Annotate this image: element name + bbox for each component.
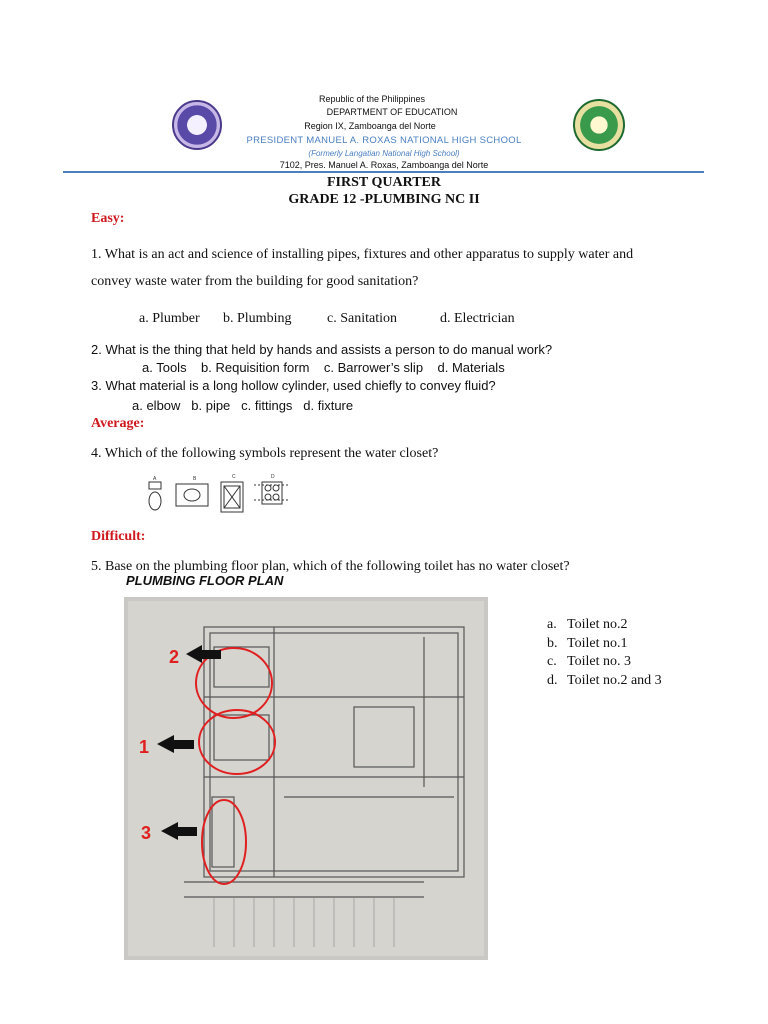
q1-option-a: a. Plumber [139,311,200,326]
q4-text: 4. Which of the following symbols represent the water closet? [91,446,439,461]
floor-plan-title: PLUMBING FLOOR PLAN [126,573,284,588]
section-average: Average: [91,416,145,431]
floor-plan-image [124,597,488,960]
q2-text: 2. What is the thing that held by hands and assists a person to do manual work? [91,342,553,357]
symbol-label-c: C [232,474,236,480]
section-difficult: Difficult: [91,529,146,544]
q5-option-b: Toilet no.1 [567,636,628,651]
symbol-label-b: B [193,476,197,482]
region-line: Region IX, Zamboanga del Norte [304,121,436,131]
header-divider [63,171,704,173]
school-name: PRESIDENT MANUEL A. ROXAS NATIONAL HIGH SCHOOL [246,135,522,146]
q5-option-a-letter: a. [547,617,557,632]
q5-text: 5. Base on the plumbing floor plan, which of the following toilet has no water closet? [91,559,570,574]
q1-option-d: d. Electrician [440,311,515,326]
symbol-b-lavatory [176,484,208,506]
q5-option-a: Toilet no.2 [567,617,628,632]
symbol-label-a: A [153,476,157,482]
department-line: DEPARTMENT OF EDUCATION [326,107,458,117]
q5-option-c: Toilet no. 3 [567,654,631,669]
marker-2: 2 [169,647,180,667]
q3-options: a. elbow b. pipe c. fittings d. fixture [132,398,354,413]
symbol-b-basin [184,489,200,501]
title-quarter: FIRST QUARTER [327,175,441,190]
q1-line1: 1. What is an act and science of installing pipes, fixtures and other apparatus to supply water and [91,247,634,262]
formerly-line: (Formerly Langatian National High School) [308,149,460,158]
plumbing-symbols [140,472,300,518]
q5-option-d-letter: d. [547,673,558,688]
marker-3: 3 [141,823,152,843]
symbol-label-d: D [271,474,275,480]
symbol-a-tank [149,482,161,489]
q1-option-c: c. Sanitation [327,311,397,326]
q1-option-b: b. Plumbing [223,311,292,326]
address-line: 7102, Pres. Manuel A. Roxas, Zamboanga del Norte [279,160,489,170]
marker-1: 1 [139,737,150,757]
section-easy: Easy: [91,211,125,226]
q2-options: a. Tools b. Requisition form c. Barrower’s slip d. Materials [142,360,505,375]
republic-line: Republic of the Philippines [318,94,426,104]
q3-text: 3. What material is a long hollow cylinder, used chiefly to convey fluid? [91,378,496,393]
q5-option-d: Toilet no.2 and 3 [567,673,662,688]
q5-option-b-letter: b. [547,636,558,651]
symbol-a-bowl [149,492,161,510]
title-grade: GRADE 12 -PLUMBING NC II [288,192,480,207]
q1-line2: convey waste water from the building for good sanitation? [91,274,419,289]
q5-option-c-letter: c. [547,654,557,669]
